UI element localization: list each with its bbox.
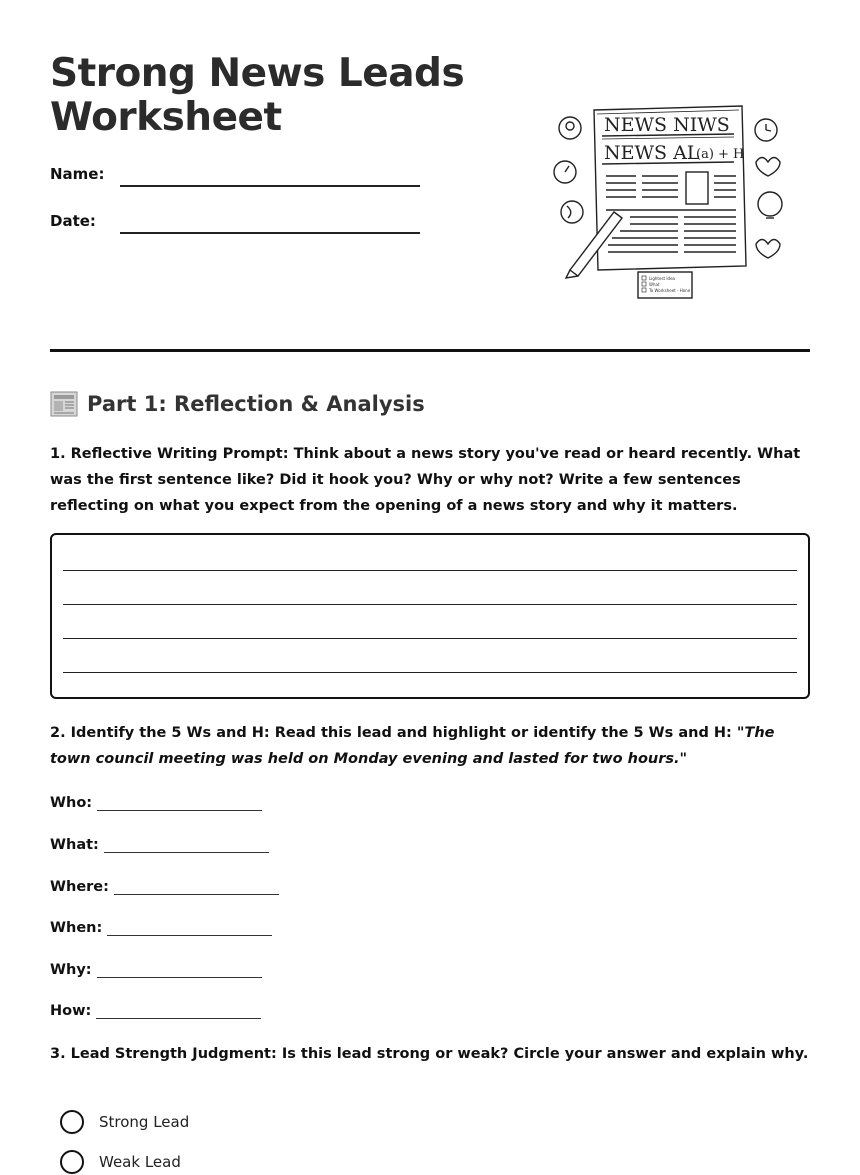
radio-circle-icon[interactable]: [60, 1150, 84, 1174]
lightbulb-icon: [758, 192, 782, 216]
checklist-item: To Worksheet - Hone: [649, 288, 691, 293]
option-label: Strong Lead: [99, 1113, 190, 1131]
when-blank[interactable]: [107, 921, 272, 936]
where-label: Where:: [50, 879, 109, 895]
date-line[interactable]: [120, 232, 420, 234]
heart-icon-2: [756, 240, 780, 259]
writing-line[interactable]: [63, 570, 797, 571]
option-strong-lead[interactable]: [60, 1109, 189, 1135]
section-divider: [50, 349, 810, 352]
newspaper-emoji-icon: [50, 391, 78, 417]
name-field[interactable]: [50, 165, 420, 195]
what-blank[interactable]: [104, 838, 269, 853]
question-3: 3. Lead Strength Judgment: Is this lead strong or weak? Circle your answer and explain why.: [50, 1046, 809, 1062]
option-weak-lead[interactable]: [60, 1149, 181, 1175]
writing-line[interactable]: [63, 638, 797, 639]
title-line-1: Strong News Leads: [50, 51, 465, 96]
name-line[interactable]: [120, 185, 420, 187]
what-label: What:: [50, 837, 99, 853]
checklist-item: Lightest Idea: [649, 276, 675, 281]
part-1-heading-text: Part 1: Reflection & Analysis: [87, 392, 425, 416]
when-label: When:: [50, 920, 103, 936]
illustration-headline-2: NEWS AL: [604, 142, 700, 164]
who-blank[interactable]: [97, 796, 262, 811]
checklist-item: What: [649, 282, 660, 287]
why-row[interactable]: [50, 956, 262, 978]
illustration-headline-suffix: (a) + H: [696, 147, 745, 162]
question-2-quote: "The town council meeting was held on Monday evening and lasted for two hours.": [50, 725, 775, 767]
who-label: Who:: [50, 795, 93, 811]
newspaper-illustration: [550, 100, 790, 305]
bulb-doodle-icon: [559, 117, 581, 139]
illustration-headline-1: NEWS NIWS: [604, 114, 730, 136]
when-row[interactable]: [50, 914, 272, 936]
part-1-heading: [50, 388, 425, 420]
how-label: How:: [50, 1003, 92, 1019]
name-label: Name:: [50, 165, 105, 183]
globe-icon: [561, 201, 583, 223]
who-row[interactable]: [50, 789, 262, 811]
writing-line[interactable]: [63, 604, 797, 605]
question-1: 1. Reflective Writing Prompt: Think about a news story you've read or heard recently. What was the first sentence like? Did it hook you? Why or why not? Write a few sentences reflecting on what you expect from the opening of a news story and why it matters.: [50, 446, 801, 514]
heart-icon: [756, 158, 780, 177]
how-blank[interactable]: [96, 1004, 261, 1019]
what-row[interactable]: [50, 831, 269, 853]
worksheet-page: [50, 0, 810, 1171]
question-2: [50, 720, 810, 772]
where-blank[interactable]: [114, 880, 279, 895]
option-label: Weak Lead: [99, 1153, 181, 1171]
title-line-2: Worksheet: [50, 95, 282, 140]
radio-circle-icon[interactable]: [60, 1110, 84, 1134]
reflection-answer-box[interactable]: [50, 533, 810, 699]
date-label: Date:: [50, 212, 96, 230]
how-row[interactable]: [50, 997, 261, 1019]
writing-line[interactable]: [63, 672, 797, 673]
why-label: Why:: [50, 962, 92, 978]
where-row[interactable]: [50, 873, 279, 895]
date-field[interactable]: [50, 212, 420, 242]
question-2-text: 2. Identify the 5 Ws and H: Read this lead and highlight or identify the 5 Ws and H:: [50, 725, 732, 741]
page-title: [50, 52, 470, 140]
why-blank[interactable]: [97, 963, 262, 978]
